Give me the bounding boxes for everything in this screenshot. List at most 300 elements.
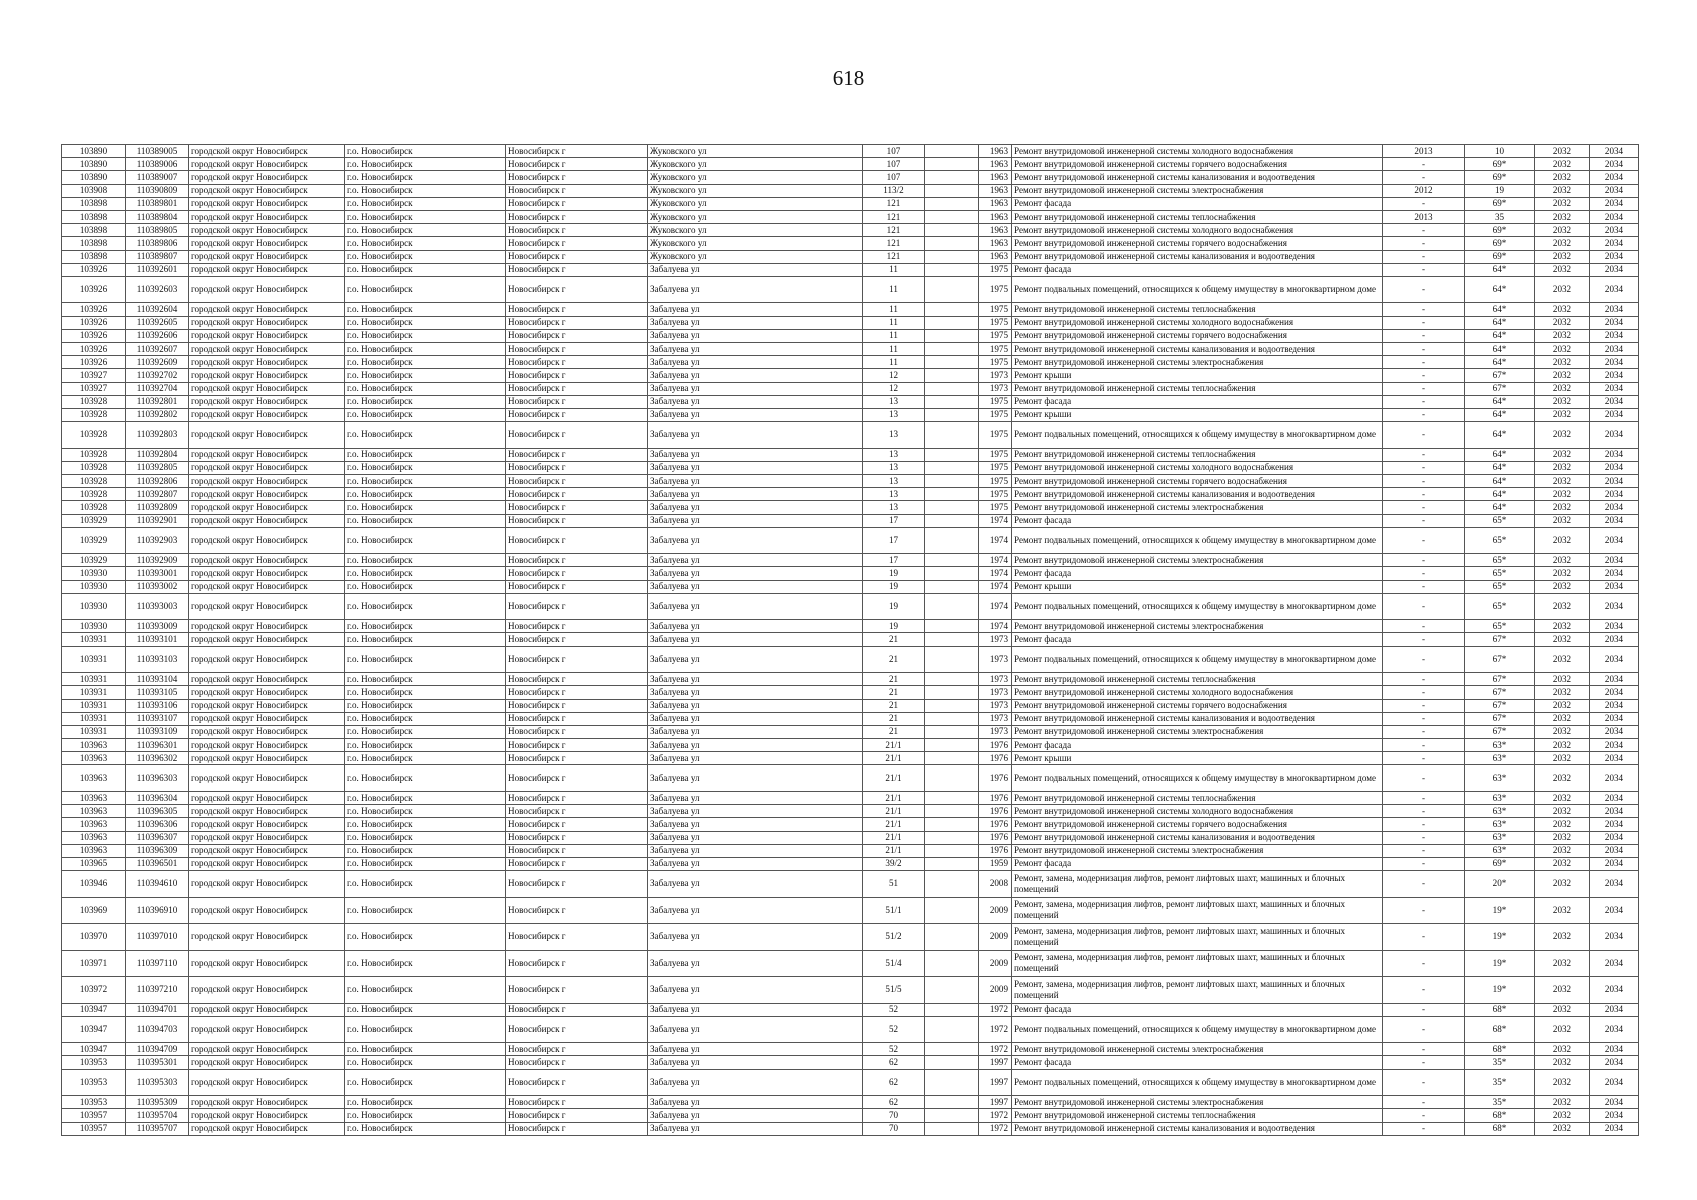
cell-street: Забалуева ул (648, 1043, 863, 1056)
cell-plan-from: 2032 (1535, 633, 1590, 646)
cell-code: 110393105 (126, 686, 189, 699)
cell-street: Жуковского ул (648, 237, 863, 250)
cell-house: 52 (863, 1016, 925, 1043)
table-row (62, 857, 1639, 870)
cell-id: 103963 (62, 818, 126, 831)
cell-plan-to: 2034 (1590, 765, 1639, 792)
cell-year: 1975 (979, 395, 1012, 408)
cell-id: 103928 (62, 501, 126, 514)
cell-municipality: г.о. Новосибирск (345, 580, 506, 593)
cell-house: 121 (863, 197, 925, 210)
cell-plan-to: 2034 (1590, 210, 1639, 223)
cell-house: 107 (863, 145, 925, 158)
cell-year: 1976 (979, 831, 1012, 844)
cell-blank (925, 818, 979, 831)
cell-house: 62 (863, 1096, 925, 1109)
cell-work: Ремонт внутридомовой инженерной системы электроснабжения (1012, 356, 1383, 369)
cell-wear: 67* (1465, 382, 1535, 395)
cell-work: Ремонт подвальных помещений, относящихся к общему имуществу в многоквартирном доме (1012, 1069, 1383, 1096)
table-row (62, 395, 1639, 408)
cell-wear: 67* (1465, 686, 1535, 699)
cell-municipality: г.о. Новосибирск (345, 276, 506, 303)
cell-municipality: г.о. Новосибирск (345, 514, 506, 527)
cell-code: 110389007 (126, 171, 189, 184)
cell-street: Забалуева ул (648, 1069, 863, 1096)
cell-code: 110392601 (126, 263, 189, 276)
cell-blank (925, 382, 979, 395)
cell-year: 1975 (979, 276, 1012, 303)
cell-district: городской округ Новосибирск (189, 501, 345, 514)
cell-blank (925, 1016, 979, 1043)
cell-blank (925, 977, 979, 1004)
cell-year: 1973 (979, 633, 1012, 646)
cell-municipality: г.о. Новосибирск (345, 1122, 506, 1135)
cell-plan-from: 2032 (1535, 897, 1590, 924)
cell-municipality: г.о. Новосибирск (345, 1109, 506, 1122)
cell-plan-from: 2032 (1535, 276, 1590, 303)
cell-year: 1972 (979, 1109, 1012, 1122)
cell-year: 1975 (979, 356, 1012, 369)
cell-work: Ремонт внутридомовой инженерной системы горячего водоснабжения (1012, 474, 1383, 487)
cell-year: 1963 (979, 197, 1012, 210)
table-row (62, 527, 1639, 554)
cell-street: Забалуева ул (648, 263, 863, 276)
cell-district: городской округ Новосибирск (189, 488, 345, 501)
cell-house: 12 (863, 369, 925, 382)
cell-code: 110393104 (126, 673, 189, 686)
cell-work: Ремонт, замена, модернизация лифтов, ремонт лифтовых шахт, машинных и блочных помещений (1012, 924, 1383, 951)
table-row (62, 620, 1639, 633)
cell-code: 110392909 (126, 554, 189, 567)
cell-municipality: г.о. Новосибирск (345, 818, 506, 831)
cell-house: 11 (863, 342, 925, 355)
cell-plan-to: 2034 (1590, 276, 1639, 303)
cell-street: Забалуева ул (648, 461, 863, 474)
cell-plan-to: 2034 (1590, 158, 1639, 171)
cell-city: Новосибирск г (506, 686, 648, 699)
cell-code: 110392807 (126, 488, 189, 501)
cell-last-repair: - (1383, 633, 1465, 646)
table-row (62, 950, 1639, 977)
cell-municipality: г.о. Новосибирск (345, 699, 506, 712)
cell-wear: 64* (1465, 356, 1535, 369)
cell-year: 1963 (979, 210, 1012, 223)
cell-blank (925, 514, 979, 527)
cell-work: Ремонт подвальных помещений, относящихся к общему имуществу в многоквартирном доме (1012, 593, 1383, 620)
cell-year: 2008 (979, 871, 1012, 898)
cell-house: 21 (863, 699, 925, 712)
cell-plan-to: 2034 (1590, 461, 1639, 474)
cell-wear: 35* (1465, 1069, 1535, 1096)
table-row (62, 224, 1639, 237)
cell-wear: 35* (1465, 1096, 1535, 1109)
cell-plan-from: 2032 (1535, 844, 1590, 857)
table-row (62, 461, 1639, 474)
cell-district: городской округ Новосибирск (189, 950, 345, 977)
cell-plan-to: 2034 (1590, 316, 1639, 329)
cell-house: 11 (863, 329, 925, 342)
cell-plan-from: 2032 (1535, 210, 1590, 223)
cell-district: городской округ Новосибирск (189, 527, 345, 554)
cell-id: 103931 (62, 673, 126, 686)
cell-municipality: г.о. Новосибирск (345, 646, 506, 673)
table-row (62, 263, 1639, 276)
cell-plan-to: 2034 (1590, 514, 1639, 527)
cell-municipality: г.о. Новосибирск (345, 501, 506, 514)
cell-street: Забалуева ул (648, 1109, 863, 1122)
cell-city: Новосибирск г (506, 184, 648, 197)
cell-city: Новосибирск г (506, 871, 648, 898)
cell-municipality: г.о. Новосибирск (345, 237, 506, 250)
cell-plan-from: 2032 (1535, 712, 1590, 725)
cell-blank (925, 171, 979, 184)
cell-year: 2009 (979, 977, 1012, 1004)
cell-plan-to: 2034 (1590, 488, 1639, 501)
cell-district: городской округ Новосибирск (189, 197, 345, 210)
cell-plan-from: 2032 (1535, 422, 1590, 449)
cell-house: 21 (863, 633, 925, 646)
cell-city: Новосибирск г (506, 844, 648, 857)
cell-wear: 19* (1465, 950, 1535, 977)
cell-id: 103957 (62, 1122, 126, 1135)
cell-work: Ремонт внутридомовой инженерной системы электроснабжения (1012, 1043, 1383, 1056)
cell-street: Забалуева ул (648, 593, 863, 620)
cell-plan-from: 2032 (1535, 950, 1590, 977)
cell-code: 110392804 (126, 448, 189, 461)
cell-year: 1973 (979, 673, 1012, 686)
cell-plan-from: 2032 (1535, 554, 1590, 567)
cell-house: 11 (863, 356, 925, 369)
cell-city: Новосибирск г (506, 303, 648, 316)
cell-street: Забалуева ул (648, 686, 863, 699)
cell-city: Новосибирск г (506, 382, 648, 395)
cell-municipality: г.о. Новосибирск (345, 461, 506, 474)
cell-year: 1975 (979, 461, 1012, 474)
cell-wear: 19* (1465, 924, 1535, 951)
cell-last-repair: - (1383, 554, 1465, 567)
cell-wear: 63* (1465, 805, 1535, 818)
table-row (62, 145, 1639, 158)
cell-work: Ремонт подвальных помещений, относящихся к общему имуществу в многоквартирном доме (1012, 276, 1383, 303)
cell-street: Жуковского ул (648, 250, 863, 263)
cell-last-repair: - (1383, 897, 1465, 924)
cell-id: 103927 (62, 369, 126, 382)
cell-plan-from: 2032 (1535, 620, 1590, 633)
cell-municipality: г.о. Новосибирск (345, 197, 506, 210)
cell-city: Новосибирск г (506, 739, 648, 752)
cell-municipality: г.о. Новосибирск (345, 408, 506, 421)
cell-wear: 35 (1465, 210, 1535, 223)
cell-last-repair: - (1383, 276, 1465, 303)
cell-house: 121 (863, 250, 925, 263)
cell-id: 103946 (62, 871, 126, 898)
cell-blank (925, 356, 979, 369)
cell-id: 103969 (62, 897, 126, 924)
cell-wear: 64* (1465, 408, 1535, 421)
cell-house: 21/1 (863, 752, 925, 765)
cell-code: 110395303 (126, 1069, 189, 1096)
cell-last-repair: - (1383, 791, 1465, 804)
table-row (62, 699, 1639, 712)
cell-street: Забалуева ул (648, 395, 863, 408)
cell-municipality: г.о. Новосибирск (345, 210, 506, 223)
cell-plan-to: 2034 (1590, 580, 1639, 593)
cell-plan-to: 2034 (1590, 712, 1639, 725)
cell-last-repair: - (1383, 818, 1465, 831)
cell-id: 103963 (62, 791, 126, 804)
cell-district: городской округ Новосибирск (189, 1003, 345, 1016)
cell-work: Ремонт внутридомовой инженерной системы горячего водоснабжения (1012, 699, 1383, 712)
cell-district: городской округ Новосибирск (189, 725, 345, 738)
cell-city: Новосибирск г (506, 474, 648, 487)
cell-blank (925, 1069, 979, 1096)
cell-work: Ремонт фасада (1012, 514, 1383, 527)
cell-municipality: г.о. Новосибирск (345, 145, 506, 158)
cell-id: 103927 (62, 382, 126, 395)
cell-municipality: г.о. Новосибирск (345, 184, 506, 197)
cell-year: 1973 (979, 712, 1012, 725)
table-row (62, 488, 1639, 501)
cell-street: Забалуева ул (648, 567, 863, 580)
cell-wear: 67* (1465, 646, 1535, 673)
table-row (62, 514, 1639, 527)
cell-work: Ремонт подвальных помещений, относящихся к общему имуществу в многоквартирном доме (1012, 646, 1383, 673)
cell-municipality: г.о. Новосибирск (345, 950, 506, 977)
cell-blank (925, 224, 979, 237)
cell-code: 110393106 (126, 699, 189, 712)
cell-house: 19 (863, 580, 925, 593)
cell-year: 1975 (979, 474, 1012, 487)
table-row (62, 791, 1639, 804)
cell-house: 52 (863, 1043, 925, 1056)
cell-district: городской округ Новосибирск (189, 567, 345, 580)
cell-last-repair: - (1383, 448, 1465, 461)
cell-year: 1997 (979, 1096, 1012, 1109)
cell-street: Забалуева ул (648, 646, 863, 673)
cell-work: Ремонт, замена, модернизация лифтов, ремонт лифтовых шахт, машинных и блочных помещений (1012, 897, 1383, 924)
cell-plan-to: 2034 (1590, 620, 1639, 633)
cell-municipality: г.о. Новосибирск (345, 844, 506, 857)
cell-year: 1976 (979, 818, 1012, 831)
cell-wear: 67* (1465, 633, 1535, 646)
cell-street: Забалуева ул (648, 303, 863, 316)
cell-wear: 68* (1465, 1016, 1535, 1043)
cell-plan-from: 2032 (1535, 408, 1590, 421)
cell-city: Новосибирск г (506, 633, 648, 646)
cell-street: Забалуева ул (648, 554, 863, 567)
cell-city: Новосибирск г (506, 1056, 648, 1069)
cell-last-repair: - (1383, 567, 1465, 580)
table-row (62, 158, 1639, 171)
cell-wear: 65* (1465, 527, 1535, 554)
cell-blank (925, 303, 979, 316)
cell-blank (925, 1003, 979, 1016)
cell-district: городской округ Новосибирск (189, 514, 345, 527)
cell-blank (925, 897, 979, 924)
cell-wear: 64* (1465, 263, 1535, 276)
table-row (62, 580, 1639, 593)
cell-house: 19 (863, 593, 925, 620)
capital-repair-table (61, 144, 1639, 1136)
table-row (62, 897, 1639, 924)
cell-blank (925, 395, 979, 408)
cell-plan-from: 2032 (1535, 197, 1590, 210)
cell-street: Забалуева ул (648, 369, 863, 382)
cell-house: 19 (863, 620, 925, 633)
cell-work: Ремонт внутридомовой инженерной системы канализования и водоотведения (1012, 250, 1383, 263)
cell-municipality: г.о. Новосибирск (345, 329, 506, 342)
cell-work: Ремонт фасада (1012, 633, 1383, 646)
cell-year: 1973 (979, 699, 1012, 712)
cell-district: городской округ Новосибирск (189, 356, 345, 369)
cell-district: городской округ Новосибирск (189, 408, 345, 421)
cell-blank (925, 145, 979, 158)
cell-code: 110393107 (126, 712, 189, 725)
cell-city: Новосибирск г (506, 805, 648, 818)
cell-year: 2009 (979, 950, 1012, 977)
cell-work: Ремонт фасада (1012, 857, 1383, 870)
cell-district: городской округ Новосибирск (189, 699, 345, 712)
cell-year: 1974 (979, 580, 1012, 593)
cell-work: Ремонт внутридомовой инженерной системы холодного водоснабжения (1012, 686, 1383, 699)
cell-id: 103890 (62, 158, 126, 171)
cell-street: Забалуева ул (648, 739, 863, 752)
cell-last-repair: - (1383, 765, 1465, 792)
cell-city: Новосибирск г (506, 356, 648, 369)
cell-city: Новосибирск г (506, 977, 648, 1004)
cell-id: 103929 (62, 554, 126, 567)
cell-district: городской округ Новосибирск (189, 1109, 345, 1122)
cell-plan-from: 2032 (1535, 501, 1590, 514)
cell-work: Ремонт внутридомовой инженерной системы электроснабжения (1012, 1096, 1383, 1109)
cell-district: городской округ Новосибирск (189, 844, 345, 857)
cell-house: 13 (863, 461, 925, 474)
cell-street: Забалуева ул (648, 448, 863, 461)
cell-work: Ремонт внутридомовой инженерной системы теплоснабжения (1012, 303, 1383, 316)
cell-last-repair: - (1383, 712, 1465, 725)
cell-city: Новосибирск г (506, 567, 648, 580)
cell-last-repair: - (1383, 580, 1465, 593)
cell-plan-from: 2032 (1535, 263, 1590, 276)
cell-id: 103957 (62, 1109, 126, 1122)
cell-city: Новосибирск г (506, 620, 648, 633)
cell-blank (925, 197, 979, 210)
cell-district: городской округ Новосибирск (189, 382, 345, 395)
cell-plan-from: 2032 (1535, 924, 1590, 951)
cell-year: 1975 (979, 501, 1012, 514)
cell-street: Жуковского ул (648, 158, 863, 171)
cell-code: 110396305 (126, 805, 189, 818)
cell-house: 70 (863, 1122, 925, 1135)
cell-code: 110393101 (126, 633, 189, 646)
cell-code: 110394709 (126, 1043, 189, 1056)
cell-street: Забалуева ул (648, 1056, 863, 1069)
cell-last-repair: - (1383, 224, 1465, 237)
cell-plan-from: 2032 (1535, 224, 1590, 237)
cell-plan-to: 2034 (1590, 725, 1639, 738)
cell-street: Забалуева ул (648, 924, 863, 951)
cell-code: 110392704 (126, 382, 189, 395)
cell-city: Новосибирск г (506, 831, 648, 844)
table-row (62, 448, 1639, 461)
cell-blank (925, 210, 979, 223)
cell-plan-to: 2034 (1590, 1069, 1639, 1096)
cell-city: Новосибирск г (506, 1122, 648, 1135)
cell-id: 103898 (62, 210, 126, 223)
cell-municipality: г.о. Новосибирск (345, 316, 506, 329)
cell-blank (925, 725, 979, 738)
cell-house: 19 (863, 567, 925, 580)
cell-year: 1972 (979, 1043, 1012, 1056)
cell-district: городской округ Новосибирск (189, 673, 345, 686)
cell-district: городской округ Новосибирск (189, 686, 345, 699)
cell-wear: 69* (1465, 171, 1535, 184)
cell-municipality: г.о. Новосибирск (345, 857, 506, 870)
cell-code: 110393109 (126, 725, 189, 738)
table-row (62, 554, 1639, 567)
cell-wear: 64* (1465, 329, 1535, 342)
cell-district: городской округ Новосибирск (189, 871, 345, 898)
cell-house: 13 (863, 448, 925, 461)
cell-last-repair: - (1383, 303, 1465, 316)
cell-district: городской округ Новосибирск (189, 1056, 345, 1069)
cell-plan-from: 2032 (1535, 171, 1590, 184)
cell-plan-from: 2032 (1535, 1056, 1590, 1069)
cell-street: Забалуева ул (648, 408, 863, 421)
cell-work: Ремонт, замена, модернизация лифтов, ремонт лифтовых шахт, машинных и блочных помещений (1012, 950, 1383, 977)
cell-district: городской округ Новосибирск (189, 791, 345, 804)
cell-plan-to: 2034 (1590, 145, 1639, 158)
cell-id: 103890 (62, 171, 126, 184)
cell-plan-to: 2034 (1590, 567, 1639, 580)
cell-code: 110392803 (126, 422, 189, 449)
page-number: 618 (832, 66, 865, 90)
cell-house: 11 (863, 316, 925, 329)
cell-plan-to: 2034 (1590, 950, 1639, 977)
cell-last-repair: - (1383, 488, 1465, 501)
cell-last-repair: - (1383, 593, 1465, 620)
cell-municipality: г.о. Новосибирск (345, 171, 506, 184)
cell-wear: 64* (1465, 342, 1535, 355)
cell-last-repair: - (1383, 1056, 1465, 1069)
cell-municipality: г.о. Новосибирск (345, 871, 506, 898)
cell-code: 110392604 (126, 303, 189, 316)
cell-plan-from: 2032 (1535, 686, 1590, 699)
cell-last-repair: - (1383, 382, 1465, 395)
cell-plan-from: 2032 (1535, 725, 1590, 738)
cell-wear: 63* (1465, 791, 1535, 804)
cell-city: Новосибирск г (506, 408, 648, 421)
table-row (62, 1043, 1639, 1056)
cell-blank (925, 250, 979, 263)
cell-municipality: г.о. Новосибирск (345, 633, 506, 646)
cell-plan-to: 2034 (1590, 1056, 1639, 1069)
cell-code: 110397210 (126, 977, 189, 1004)
cell-wear: 63* (1465, 844, 1535, 857)
cell-house: 21 (863, 725, 925, 738)
cell-last-repair: - (1383, 805, 1465, 818)
table-row (62, 1003, 1639, 1016)
cell-district: городской округ Новосибирск (189, 461, 345, 474)
cell-year: 1976 (979, 844, 1012, 857)
cell-year: 1975 (979, 329, 1012, 342)
cell-street: Забалуева ул (648, 276, 863, 303)
cell-municipality: г.о. Новосибирск (345, 977, 506, 1004)
cell-plan-from: 2032 (1535, 1109, 1590, 1122)
cell-blank (925, 329, 979, 342)
cell-last-repair: - (1383, 725, 1465, 738)
cell-last-repair: - (1383, 646, 1465, 673)
